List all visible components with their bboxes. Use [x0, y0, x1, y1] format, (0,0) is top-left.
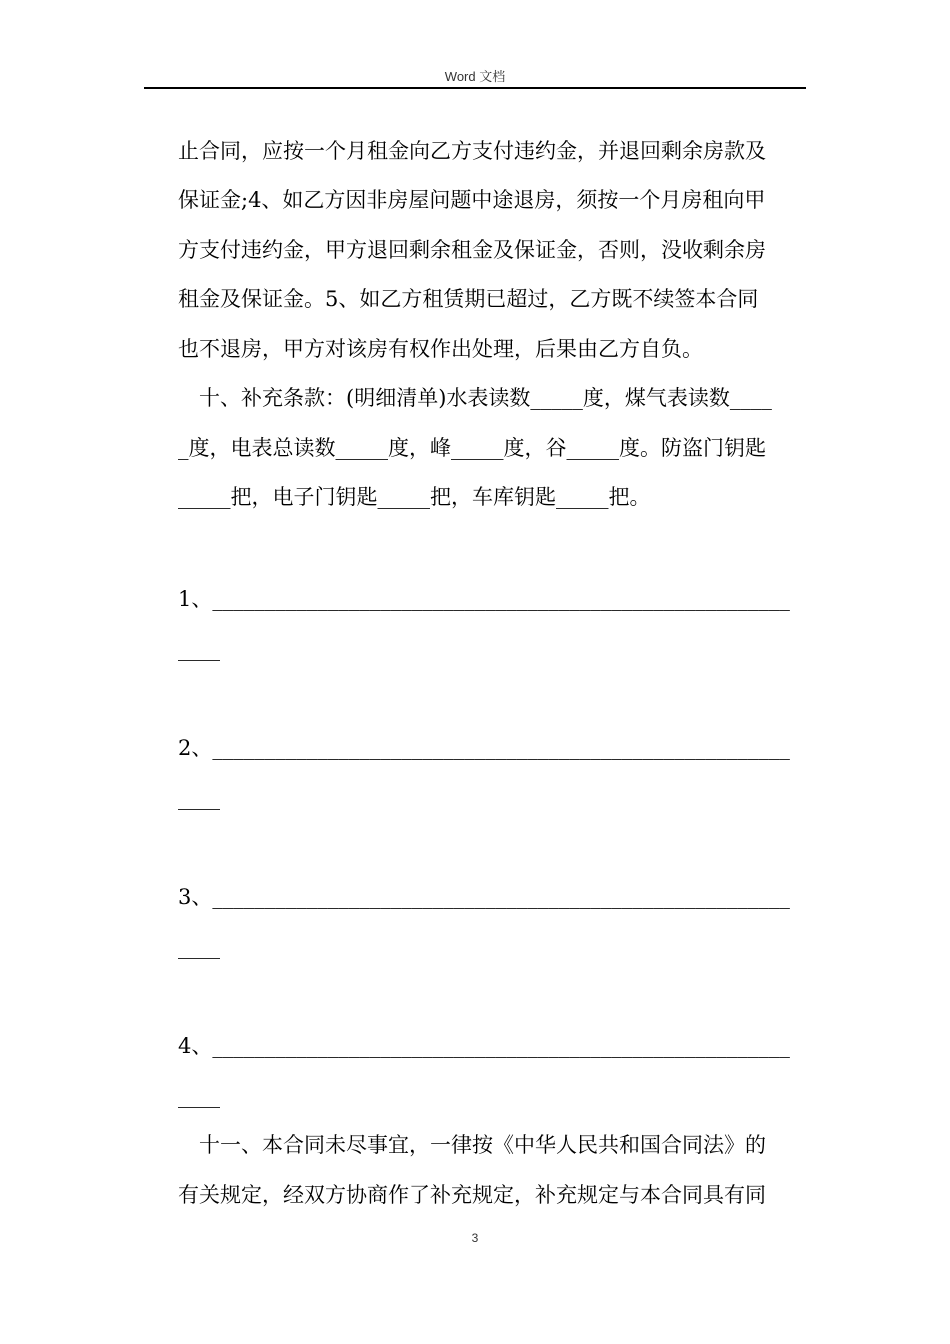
text-line: 方支付违约金，甲方退回剩余租金及保证金，否则，没收剩余房 [178, 238, 766, 262]
text-line: _度，电表总读数_____度，峰_____度，谷_____度。防盗门钥匙 [178, 436, 766, 460]
blank-line-4-tail: ____ [178, 1084, 220, 1108]
blank-line-1: 1、_______________________________________________________ [178, 587, 790, 611]
blank-line-2: 2、_______________________________________________________ [178, 736, 790, 760]
blank-line-2-tail: ____ [178, 786, 220, 810]
blank-line-4: 4、_______________________________________________________ [178, 1034, 790, 1058]
page-number: 3 [471, 1231, 479, 1245]
header-rule [144, 87, 806, 89]
text-line: 有关规定，经双方协商作了补充规定，补充规定与本合同具有同 [178, 1183, 766, 1207]
text-line: 十、补充条款：(明细清单)水表读数_____度，煤气表读数____ [178, 386, 772, 410]
text-line: 保证金;4、如乙方因非房屋问题中途退房，须按一个月房租向甲 [178, 188, 766, 212]
blank-line-1-tail: ____ [178, 637, 220, 661]
text-line: 止合同，应按一个月租金向乙方支付违约金，并退回剩余房款及 [178, 139, 766, 163]
text-line: 租金及保证金。5、如乙方租赁期已超过，乙方既不续签本合同 [178, 287, 759, 311]
text-line: 十一、本合同未尽事宜，一律按《中华人民共和国合同法》的 [178, 1133, 766, 1157]
text-line: 也不退房，甲方对该房有权作出处理，后果由乙方自负。 [178, 337, 703, 361]
text-line: _____把，电子门钥匙_____把，车库钥匙_____把。 [178, 485, 651, 509]
header-label: Word 文档 [444, 69, 506, 84]
blank-line-3: 3、_______________________________________________________ [178, 885, 790, 909]
blank-line-3-tail: ____ [178, 935, 220, 959]
